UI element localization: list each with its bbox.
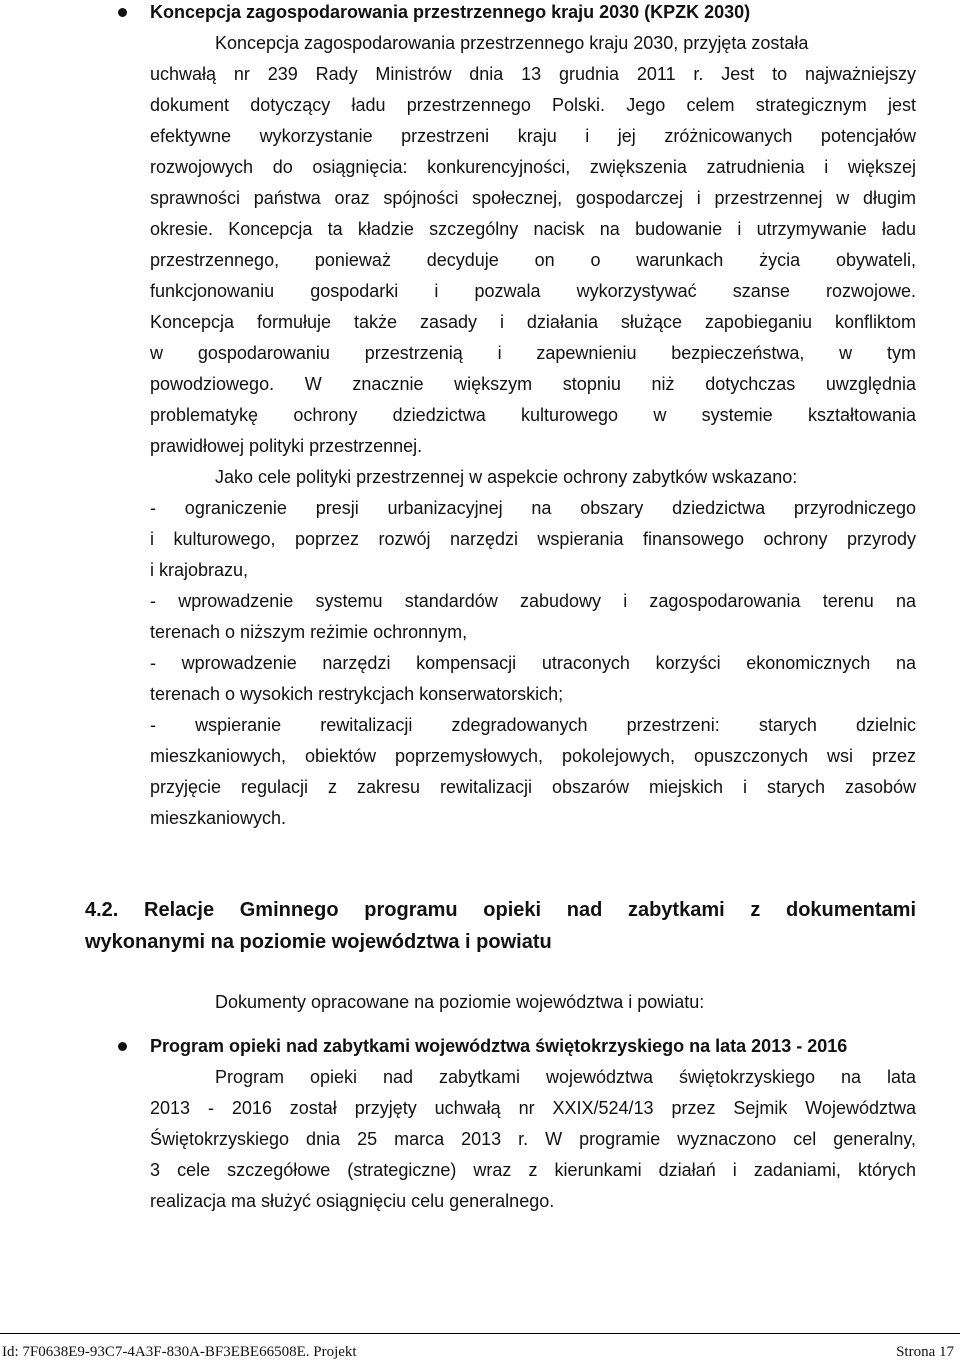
section1-para-line: Koncepcja zagospodarowania przestrzennego kraju 2030, przyjęta została: [215, 33, 809, 53]
goal-line: terenach o niższym reżimie ochronnym,: [150, 622, 468, 642]
bullet-icon: [118, 8, 127, 17]
section1-para-line: prawidłowej polityki przestrzennej.: [150, 436, 423, 456]
section1-heading: Koncepcja zagospodarowania przestrzennego kraju 2030 (KPZK 2030): [150, 2, 751, 22]
section1-para-line: uchwałą nr 239 Rady Ministrów dnia 13 grudnia 2011 r. Jest to najważniejszy: [150, 64, 916, 84]
goal-line: - wspieranie rewitalizacji zdegradowanych przestrzeni: starych dzielnic: [150, 715, 916, 735]
section1-para-line: sprawności państwa oraz spójności społecznej, gospodarczej i przestrzennej w długim: [150, 188, 916, 208]
section1-para-line: w gospodarowaniu przestrzenią i zapewnieniu bezpieczeństwa, w tym: [150, 343, 916, 363]
goal-line: i kulturowego, poprzez rozwój narzędzi wspierania finansowego ochrony przyrody: [150, 529, 916, 549]
section1-para-line: problematykę ochrony dziedzictwa kulturowego w systemie kształtowania: [150, 405, 916, 425]
program-para-line: 2013 - 2016 został przyjęty uchwałą nr XXIX/524/13 przez Sejmik Województwa: [150, 1098, 916, 1118]
section2-title-line2: wykonanymi na poziomie województwa i powiatu: [85, 931, 552, 953]
section1-para-line: efektywne wykorzystanie przestrzeni kraju i jej zróżnicowanych potencjałów: [150, 126, 916, 146]
goal-line: i krajobrazu,: [150, 560, 249, 580]
program-para-line: realizacja ma służyć osiągnięciu celu generalnego.: [150, 1191, 555, 1211]
program-para-line: Świętokrzyskiego dnia 25 marca 2013 r. W programie wyznaczono cel generalny,: [150, 1129, 916, 1149]
goal-line: - wprowadzenie narzędzi kompensacji utraconych korzyści ekonomicznych na: [150, 653, 916, 673]
bullet-icon: [118, 1042, 127, 1051]
goal-line: mieszkaniowych.: [150, 808, 287, 828]
goal-line: - ograniczenie presji urbanizacyjnej na obszary dziedzictwa przyrodniczego: [150, 498, 916, 518]
goal-line: przyjęcie regulacji z zakresu rewitalizacji obszarów miejskich i starych zasobów: [150, 777, 916, 797]
goal-line: terenach o wysokich restrykcjach konserwatorskich;: [150, 684, 564, 704]
section1-para-line: okresie. Koncepcja ta kładzie szczególny nacisk na budowanie i utrzymywanie ładu: [150, 219, 916, 239]
section1-para-line: przestrzennego, ponieważ decyduje on o warunkach życia obywateli,: [150, 250, 916, 270]
footer-id: Id: 7F0638E9-93C7-4A3F-830A-BF3EBE66508E. Projekt: [2, 1344, 357, 1360]
section1-para-line: funkcjonowaniu gospodarki i pozwala wykorzystywać szanse rozwojowe.: [150, 281, 916, 301]
program-para-line: Program opieki nad zabytkami województwa świętokrzyskiego na lata: [215, 1067, 916, 1087]
footer-divider: [0, 1333, 960, 1334]
section1-para-line: powodziowego. W znacznie większym stopniu niż dotychczas uwzględnia: [150, 374, 916, 394]
goals-intro: Jako cele polityki przestrzennej w aspekcie ochrony zabytków wskazano:: [215, 467, 798, 487]
footer-page-number: Strona 17: [896, 1344, 954, 1360]
section2-title-line1: 4.2. Relacje Gminnego programu opieki nad zabytkami z dokumentami: [85, 899, 916, 921]
section2-intro: Dokumenty opracowane na poziomie województwa i powiatu:: [215, 992, 705, 1012]
program-heading: Program opieki nad zabytkami województwa świętokrzyskiego na lata 2013 - 2016: [150, 1036, 848, 1056]
section1-para-line: Koncepcja formułuje także zasady i działania służące zapobieganiu konfliktom: [150, 312, 916, 332]
goal-line: - wprowadzenie systemu standardów zabudowy i zagospodarowania terenu na: [150, 591, 916, 611]
section1-para-line: dokument dotyczący ładu przestrzennego Polski. Jego celem strategicznym jest: [150, 95, 916, 115]
goal-line: mieszkaniowych, obiektów poprzemysłowych, pokolejowych, opuszczonych wsi przez: [150, 746, 916, 766]
section1-para-line: rozwojowych do osiągnięcia: konkurencyjności, zwiększenia zatrudnienia i większej: [150, 157, 916, 177]
program-para-line: 3 cele szczegółowe (strategiczne) wraz z kierunkami działań i zadaniami, których: [150, 1160, 916, 1180]
